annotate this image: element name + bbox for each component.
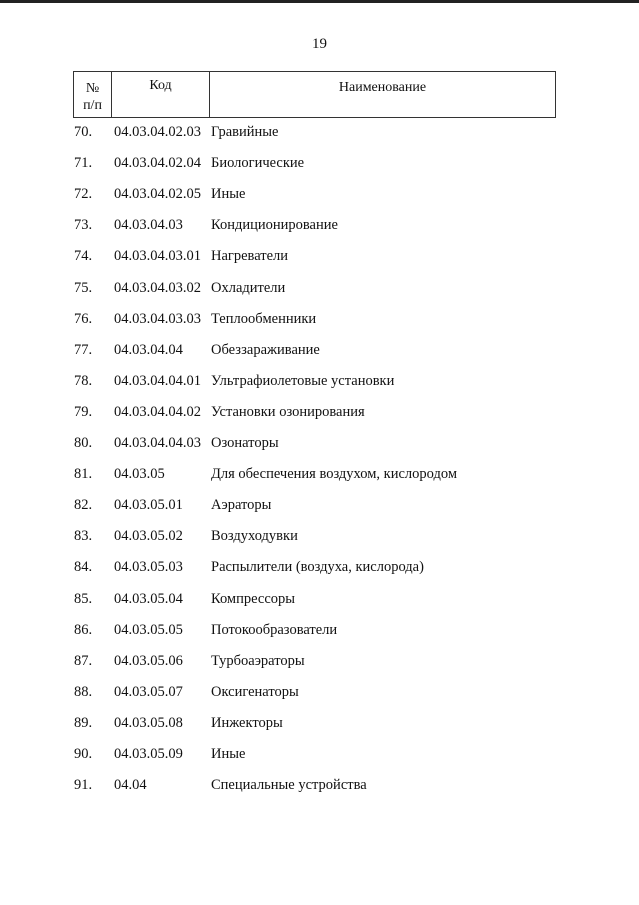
row-code: 04.03.04.04 — [114, 341, 183, 358]
table-row — [0, 433, 639, 453]
table-row — [0, 651, 639, 671]
table-row — [0, 246, 639, 266]
row-number: 84. — [74, 559, 93, 576]
table-row — [0, 464, 639, 484]
header-number-column — [74, 72, 112, 117]
table-row — [0, 153, 639, 173]
row-code: 04.03.04.03.01 — [114, 248, 201, 265]
row-name: Биологические — [211, 155, 305, 172]
row-number: 90. — [74, 746, 93, 762]
row-name: Специальные устройства — [211, 777, 367, 794]
row-code: 04.03.05.08 — [114, 714, 183, 731]
table-row — [0, 278, 639, 298]
row-name: Кондиционирование — [211, 217, 338, 234]
row-code: 04.03.04.02.04 — [114, 155, 201, 172]
row-name: Турбоаэраторы — [211, 652, 305, 669]
row-code: 04.03.05.04 — [114, 590, 183, 607]
header-number-abbrev: п/п — [83, 97, 102, 113]
table-row — [0, 713, 639, 733]
row-name: Распылители (воздуха, кислорода) — [211, 559, 424, 576]
row-number: 72. — [74, 186, 93, 203]
row-number: 78. — [74, 372, 93, 389]
row-code: 04.03.04.02.03 — [114, 124, 201, 140]
table-row — [0, 557, 639, 577]
header-name-column: Наименование — [338, 80, 427, 95]
row-number: 89. — [74, 714, 93, 731]
table-row — [0, 526, 639, 546]
row-name: Потокообразователи — [211, 621, 338, 638]
table-row — [0, 340, 639, 360]
row-number: 81. — [74, 466, 93, 483]
row-number: 88. — [74, 683, 93, 700]
row-code: 04.03.05.07 — [114, 683, 183, 700]
row-number: 76. — [74, 310, 93, 327]
row-name: Обеззараживание — [211, 341, 320, 358]
table-row — [0, 495, 639, 515]
row-code: 04.04 — [114, 777, 147, 794]
row-number: 77. — [74, 341, 93, 358]
row-code: 04.03.05.06 — [114, 652, 183, 669]
row-name: Для обеспечения воздухом, кислородом — [211, 466, 457, 483]
row-number: 91. — [74, 777, 93, 794]
header-number-symbol: № — [85, 80, 100, 96]
table-row — [0, 371, 639, 391]
row-name: Охладители — [211, 279, 286, 296]
table-row — [0, 184, 639, 204]
table-header — [73, 71, 556, 118]
row-code: 04.03.04.03 — [114, 217, 183, 234]
row-name: Иные — [211, 186, 246, 203]
row-name: Оксигенаторы — [211, 683, 299, 700]
row-code: 04.03.05.03 — [114, 559, 183, 576]
row-number: 86. — [74, 621, 93, 638]
row-code: 04.03.05.02 — [114, 528, 183, 545]
top-border-line — [0, 0, 639, 3]
row-code: 04.03.05.05 — [114, 621, 183, 638]
table-row — [0, 620, 639, 640]
row-name: Ультрафиолетовые установки — [211, 372, 395, 389]
table-row — [0, 682, 639, 702]
row-code: 04.03.04.03.03 — [114, 310, 201, 327]
row-name: Нагреватели — [211, 248, 289, 265]
row-name: Установки озонирования — [211, 403, 365, 420]
row-number: 74. — [74, 248, 93, 265]
table-row — [0, 744, 639, 764]
row-name: Теплообменники — [211, 310, 317, 327]
table-row — [0, 215, 639, 235]
row-number: 70. — [74, 124, 93, 140]
header-code-column: Код — [112, 72, 210, 117]
row-name: Компрессоры — [211, 590, 296, 607]
row-code: 04.03.04.04.01 — [114, 372, 201, 389]
row-number: 73. — [74, 217, 93, 234]
table-row — [0, 122, 639, 142]
table-row — [0, 775, 639, 795]
row-name: Инжекторы — [211, 714, 283, 731]
row-name: Иные — [211, 746, 246, 762]
row-number: 80. — [74, 435, 93, 451]
table-row — [0, 309, 639, 329]
row-name: Гравийные — [211, 124, 279, 140]
row-code: 04.03.05 — [114, 466, 165, 483]
row-number: 71. — [74, 155, 93, 172]
row-name: Аэраторы — [211, 497, 272, 514]
row-code: 04.03.05.01 — [114, 497, 183, 514]
row-number: 85. — [74, 590, 93, 607]
row-number: 79. — [74, 403, 93, 420]
table-row — [0, 402, 639, 422]
row-number: 87. — [74, 652, 93, 669]
table-row — [0, 589, 639, 609]
row-code: 04.03.05.09 — [114, 746, 183, 762]
row-code: 04.03.04.04.03 — [114, 435, 201, 451]
row-name: Озонаторы — [211, 435, 279, 451]
row-number: 75. — [74, 279, 93, 296]
row-code: 04.03.04.02.05 — [114, 186, 201, 203]
page-number: 19 — [312, 36, 327, 52]
row-code: 04.03.04.03.02 — [114, 279, 201, 296]
row-name: Воздуходувки — [211, 528, 298, 545]
row-code: 04.03.04.04.02 — [114, 403, 201, 420]
row-number: 82. — [74, 497, 93, 514]
row-number: 83. — [74, 528, 93, 545]
